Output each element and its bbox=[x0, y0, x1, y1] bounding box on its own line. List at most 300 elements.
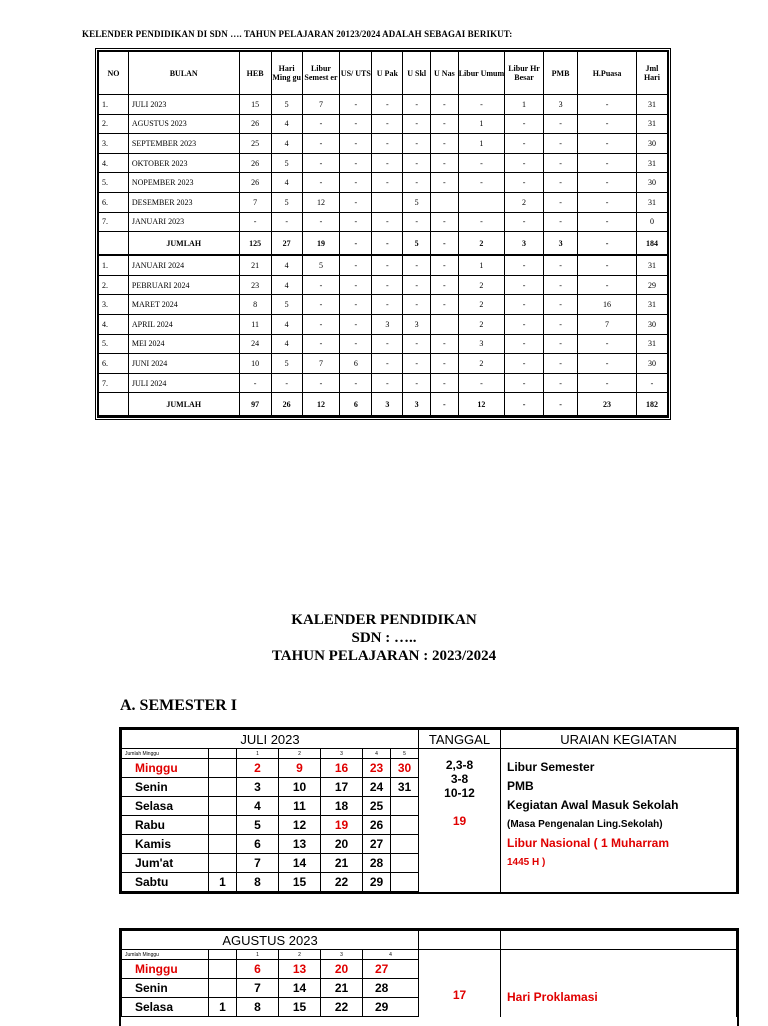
table-cell: - bbox=[431, 255, 459, 275]
table-cell: 3. bbox=[99, 295, 129, 315]
event-description: (Masa Pengenalan Ling.Sekolah) bbox=[507, 819, 663, 830]
date-cell: 7 bbox=[237, 854, 279, 873]
table-cell: 1 bbox=[505, 95, 544, 115]
date-cell: 19 bbox=[321, 816, 363, 835]
table-cell: 7. bbox=[99, 212, 129, 232]
table-cell: 6 bbox=[340, 393, 372, 417]
date-cell bbox=[209, 778, 237, 797]
table-cell: - bbox=[302, 334, 340, 354]
table-cell: - bbox=[340, 255, 372, 275]
table-cell bbox=[458, 192, 504, 212]
table-cell: - bbox=[543, 393, 577, 417]
date-cell bbox=[209, 759, 237, 778]
date-cell: 5 bbox=[237, 816, 279, 835]
table-cell: - bbox=[403, 173, 431, 193]
table-cell: 31 bbox=[636, 295, 667, 315]
table-cell: - bbox=[431, 153, 459, 173]
table-cell: - bbox=[340, 153, 372, 173]
day-name: Sabtu bbox=[122, 873, 209, 892]
day-name: Kamis bbox=[122, 835, 209, 854]
table-cell: - bbox=[403, 255, 431, 275]
table-cell: JULI 2024 bbox=[128, 373, 239, 393]
table-cell: 23 bbox=[578, 393, 637, 417]
table-cell: - bbox=[372, 232, 403, 256]
table-cell: 3 bbox=[543, 232, 577, 256]
table-cell: JUMLAH bbox=[128, 232, 239, 256]
table-cell: JANUARI 2024 bbox=[128, 255, 239, 275]
table-cell: 5. bbox=[99, 334, 129, 354]
event-date: 10-12 bbox=[444, 786, 475, 800]
table-cell: 4 bbox=[271, 334, 302, 354]
date-cell: 29 bbox=[363, 998, 419, 1017]
table-cell: 15 bbox=[239, 95, 271, 115]
date-cell: 26 bbox=[363, 816, 391, 835]
table-cell: 12 bbox=[302, 393, 340, 417]
tanggal-header bbox=[419, 931, 501, 950]
event-date: 3-8 bbox=[450, 772, 469, 786]
table-cell: - bbox=[372, 275, 403, 295]
date-cell bbox=[391, 797, 419, 816]
table-cell: 7 bbox=[302, 95, 340, 115]
table-cell: - bbox=[543, 334, 577, 354]
table-cell: 2 bbox=[458, 314, 504, 334]
date-cell bbox=[391, 854, 419, 873]
table-cell: 31 bbox=[636, 153, 667, 173]
table-cell: 10 bbox=[239, 354, 271, 374]
table-cell: - bbox=[578, 173, 637, 193]
table-cell: - bbox=[505, 373, 544, 393]
table-cell: 26 bbox=[239, 153, 271, 173]
table-cell: 5 bbox=[271, 295, 302, 315]
table-cell: - bbox=[403, 354, 431, 374]
table-cell: - bbox=[431, 114, 459, 134]
date-cell: 1 bbox=[209, 998, 237, 1017]
table-cell: OKTOBER 2023 bbox=[128, 153, 239, 173]
month-label: AGUSTUS 2023 bbox=[122, 931, 419, 950]
week-number: 4 bbox=[363, 950, 419, 960]
table-cell: - bbox=[271, 373, 302, 393]
table-cell: 3 bbox=[543, 95, 577, 115]
date-cell: 28 bbox=[363, 979, 419, 998]
summary-header-cell: U Nas bbox=[431, 52, 459, 95]
table-cell: - bbox=[302, 134, 340, 154]
table-cell: SEPTEMBER 2023 bbox=[128, 134, 239, 154]
table-cell: AGUSTUS 2023 bbox=[128, 114, 239, 134]
table-cell: - bbox=[543, 373, 577, 393]
date-cell: 8 bbox=[237, 873, 279, 892]
table-cell: - bbox=[431, 95, 459, 115]
table-cell: 2. bbox=[99, 114, 129, 134]
week-number: 2 bbox=[279, 749, 321, 759]
summary-header-cell: Libur Hr Besar bbox=[505, 52, 544, 95]
table-cell: 182 bbox=[636, 393, 667, 417]
table-cell: 4. bbox=[99, 314, 129, 334]
date-cell: 27 bbox=[363, 835, 391, 854]
jumlah-minggu-label: Jumlah Minggu bbox=[122, 749, 209, 759]
summary-table bbox=[95, 48, 671, 420]
table-cell: - bbox=[505, 114, 544, 134]
table-cell: - bbox=[578, 212, 637, 232]
table-cell: 4 bbox=[271, 314, 302, 334]
table-cell: 5 bbox=[302, 255, 340, 275]
table-cell: - bbox=[403, 212, 431, 232]
table-cell: - bbox=[302, 153, 340, 173]
table-cell: - bbox=[302, 173, 340, 193]
table-cell: - bbox=[505, 393, 544, 417]
summary-header-cell: U Pak bbox=[372, 52, 403, 95]
date-cell: 16 bbox=[321, 759, 363, 778]
table-cell: 5 bbox=[271, 95, 302, 115]
july-calendar bbox=[119, 727, 739, 894]
table-cell: - bbox=[543, 314, 577, 334]
table-cell bbox=[99, 393, 129, 417]
table-cell: 2. bbox=[99, 275, 129, 295]
table-cell: 3 bbox=[458, 334, 504, 354]
table-cell: - bbox=[543, 153, 577, 173]
table-cell: - bbox=[431, 212, 459, 232]
table-cell: - bbox=[271, 212, 302, 232]
table-cell: 4 bbox=[271, 275, 302, 295]
table-cell: - bbox=[543, 134, 577, 154]
date-cell: 21 bbox=[321, 854, 363, 873]
table-cell: - bbox=[543, 275, 577, 295]
table-cell: 29 bbox=[636, 275, 667, 295]
table-cell: - bbox=[340, 192, 372, 212]
table-cell: 1 bbox=[458, 134, 504, 154]
date-cell: 1 bbox=[209, 873, 237, 892]
week-number: 1 bbox=[237, 749, 279, 759]
week-number: 3 bbox=[321, 950, 363, 960]
table-cell: - bbox=[340, 134, 372, 154]
summary-total-row bbox=[99, 393, 668, 417]
table-cell: 5 bbox=[403, 232, 431, 256]
table-row bbox=[99, 334, 668, 354]
event-description: PMB bbox=[507, 779, 534, 793]
tanggal-header: TANGGAL bbox=[419, 730, 501, 749]
summary-header-cell: PMB bbox=[543, 52, 577, 95]
table-cell: - bbox=[543, 173, 577, 193]
summary-header-cell: Hari Ming gu bbox=[271, 52, 302, 95]
date-cell: 23 bbox=[363, 759, 391, 778]
date-cell: 6 bbox=[237, 960, 279, 979]
table-cell: - bbox=[340, 232, 372, 256]
table-cell: MEI 2024 bbox=[128, 334, 239, 354]
summary-header-cell: US/ UTS bbox=[340, 52, 372, 95]
table-cell: 6. bbox=[99, 192, 129, 212]
table-cell: 6. bbox=[99, 354, 129, 374]
table-cell: JUMLAH bbox=[128, 393, 239, 417]
table-cell: - bbox=[543, 295, 577, 315]
table-cell: - bbox=[403, 95, 431, 115]
week-number: 5 bbox=[391, 749, 419, 759]
day-name: Minggu bbox=[122, 759, 209, 778]
table-cell: - bbox=[578, 275, 637, 295]
date-cell: 17 bbox=[321, 778, 363, 797]
table-row bbox=[99, 314, 668, 334]
table-cell: 1. bbox=[99, 255, 129, 275]
event-description: Hari Proklamasi bbox=[507, 990, 598, 1004]
table-cell: - bbox=[372, 334, 403, 354]
table-cell: - bbox=[505, 255, 544, 275]
table-cell: 7 bbox=[239, 192, 271, 212]
table-cell: - bbox=[578, 255, 637, 275]
date-cell: 30 bbox=[391, 759, 419, 778]
event-date bbox=[419, 800, 500, 814]
date-cell bbox=[209, 854, 237, 873]
table-row bbox=[99, 275, 668, 295]
summary-header-cell: Libur Semest er bbox=[302, 52, 340, 95]
table-cell: - bbox=[458, 212, 504, 232]
date-cell: 14 bbox=[279, 854, 321, 873]
table-cell: 4 bbox=[271, 255, 302, 275]
table-cell: 5. bbox=[99, 173, 129, 193]
table-cell: - bbox=[543, 114, 577, 134]
day-name: Selasa bbox=[122, 797, 209, 816]
uraian-column bbox=[501, 749, 737, 892]
table-cell: - bbox=[543, 192, 577, 212]
date-cell: 20 bbox=[321, 960, 363, 979]
table-cell: - bbox=[578, 232, 637, 256]
table-row bbox=[99, 212, 668, 232]
table-row bbox=[99, 173, 668, 193]
table-cell: 2 bbox=[458, 295, 504, 315]
table-row bbox=[99, 134, 668, 154]
summary-header-cell: NO bbox=[99, 52, 129, 95]
table-cell: 5 bbox=[271, 153, 302, 173]
week-number-row bbox=[122, 749, 737, 759]
table-cell: 26 bbox=[271, 393, 302, 417]
table-cell: - bbox=[372, 295, 403, 315]
table-cell: DESEMBER 2023 bbox=[128, 192, 239, 212]
date-cell bbox=[209, 979, 237, 998]
table-cell: 27 bbox=[271, 232, 302, 256]
table-cell: - bbox=[505, 134, 544, 154]
summary-header-cell: U Skl bbox=[403, 52, 431, 95]
table-cell: - bbox=[302, 295, 340, 315]
table-cell: APRIL 2024 bbox=[128, 314, 239, 334]
uraian-header: URAIAN KEGIATAN bbox=[501, 730, 737, 749]
event-date bbox=[419, 828, 500, 842]
table-cell: - bbox=[372, 212, 403, 232]
date-cell: 4 bbox=[237, 797, 279, 816]
table-cell: 31 bbox=[636, 192, 667, 212]
event-date: 2,3-8 bbox=[445, 758, 474, 772]
week-number-row bbox=[122, 950, 737, 960]
summary-header-cell: Libur Umum bbox=[458, 52, 504, 95]
table-cell: - bbox=[372, 173, 403, 193]
table-cell: - bbox=[431, 373, 459, 393]
table-cell: 2 bbox=[458, 232, 504, 256]
date-cell: 29 bbox=[363, 873, 391, 892]
date-cell: 18 bbox=[321, 797, 363, 816]
day-name: Senin bbox=[122, 778, 209, 797]
table-cell: 31 bbox=[636, 95, 667, 115]
date-cell: 21 bbox=[321, 979, 363, 998]
table-cell: 3 bbox=[403, 393, 431, 417]
table-cell: - bbox=[239, 212, 271, 232]
table-cell: JUNI 2024 bbox=[128, 354, 239, 374]
table-cell: - bbox=[431, 334, 459, 354]
table-cell: 7 bbox=[578, 314, 637, 334]
date-cell: 13 bbox=[279, 835, 321, 854]
week-number: 1 bbox=[237, 950, 279, 960]
table-cell: - bbox=[578, 153, 637, 173]
table-cell: - bbox=[458, 173, 504, 193]
table-cell: - bbox=[340, 212, 372, 232]
date-cell: 10 bbox=[279, 778, 321, 797]
table-cell: 3 bbox=[505, 232, 544, 256]
table-cell: - bbox=[302, 275, 340, 295]
table-cell: - bbox=[543, 255, 577, 275]
table-cell: - bbox=[505, 334, 544, 354]
table-cell: - bbox=[403, 153, 431, 173]
table-cell: - bbox=[431, 354, 459, 374]
calendar-title-line1: KALENDER PENDIDIKAN bbox=[291, 612, 477, 628]
table-cell: - bbox=[340, 314, 372, 334]
week-cell bbox=[209, 749, 237, 759]
table-cell: - bbox=[302, 212, 340, 232]
date-cell bbox=[391, 873, 419, 892]
table-row bbox=[99, 373, 668, 393]
table-cell: 5 bbox=[271, 354, 302, 374]
table-cell: 31 bbox=[636, 334, 667, 354]
table-row bbox=[99, 95, 668, 115]
table-cell: - bbox=[505, 275, 544, 295]
table-cell: 30 bbox=[636, 314, 667, 334]
date-cell: 3 bbox=[237, 778, 279, 797]
table-cell: 3. bbox=[99, 134, 129, 154]
date-cell: 31 bbox=[391, 778, 419, 797]
date-cell: 12 bbox=[279, 816, 321, 835]
table-cell: - bbox=[578, 373, 637, 393]
table-cell: - bbox=[578, 354, 637, 374]
table-row bbox=[99, 295, 668, 315]
date-cell: 11 bbox=[279, 797, 321, 816]
day-name: Minggu bbox=[122, 960, 209, 979]
table-cell: 3 bbox=[372, 314, 403, 334]
table-cell: 1 bbox=[458, 255, 504, 275]
table-cell bbox=[431, 314, 459, 334]
table-cell: 8 bbox=[239, 295, 271, 315]
table-cell: - bbox=[372, 354, 403, 374]
table-cell: - bbox=[431, 295, 459, 315]
table-cell: - bbox=[636, 373, 667, 393]
date-cell: 22 bbox=[321, 873, 363, 892]
summary-header-cell: HEB bbox=[239, 52, 271, 95]
table-cell: - bbox=[403, 114, 431, 134]
table-cell: - bbox=[340, 334, 372, 354]
date-cell: 27 bbox=[363, 960, 419, 979]
table-row bbox=[99, 153, 668, 173]
table-cell: - bbox=[340, 373, 372, 393]
table-cell: 4 bbox=[271, 134, 302, 154]
calendar-header-row bbox=[122, 730, 737, 749]
day-name: Jum'at bbox=[122, 854, 209, 873]
table-cell: - bbox=[372, 95, 403, 115]
table-cell: - bbox=[431, 134, 459, 154]
date-cell: 14 bbox=[279, 979, 321, 998]
table-cell: 25 bbox=[239, 134, 271, 154]
table-cell: PEBRUARI 2024 bbox=[128, 275, 239, 295]
table-cell: 184 bbox=[636, 232, 667, 256]
table-cell: 97 bbox=[239, 393, 271, 417]
table-cell: 0 bbox=[636, 212, 667, 232]
table-cell: - bbox=[458, 373, 504, 393]
table-row bbox=[99, 354, 668, 374]
date-cell bbox=[209, 797, 237, 816]
table-cell: 4 bbox=[271, 173, 302, 193]
jumlah-minggu-label: Jumlah Minggu bbox=[122, 950, 209, 960]
table-cell: 2 bbox=[458, 354, 504, 374]
table-cell: - bbox=[431, 173, 459, 193]
date-cell: 6 bbox=[237, 835, 279, 854]
tanggal-column bbox=[419, 950, 501, 1017]
table-cell: - bbox=[543, 212, 577, 232]
table-cell: 1. bbox=[99, 95, 129, 115]
table-cell: - bbox=[578, 334, 637, 354]
table-cell: - bbox=[505, 354, 544, 374]
calendar-header-row bbox=[122, 931, 737, 950]
table-cell: - bbox=[543, 354, 577, 374]
date-cell bbox=[209, 816, 237, 835]
date-cell: 7 bbox=[237, 979, 279, 998]
table-cell: - bbox=[372, 134, 403, 154]
week-number: 3 bbox=[321, 749, 363, 759]
table-cell: JULI 2023 bbox=[128, 95, 239, 115]
table-cell: - bbox=[403, 295, 431, 315]
table-cell: 3 bbox=[403, 314, 431, 334]
month-label: JULI 2023 bbox=[122, 730, 419, 749]
table-cell: JANUARI 2023 bbox=[128, 212, 239, 232]
august-calendar bbox=[119, 928, 739, 1026]
table-cell: - bbox=[340, 95, 372, 115]
table-cell: - bbox=[578, 134, 637, 154]
table-cell: 30 bbox=[636, 134, 667, 154]
date-cell: 13 bbox=[279, 960, 321, 979]
date-cell bbox=[391, 835, 419, 854]
table-cell: - bbox=[372, 153, 403, 173]
table-cell: - bbox=[505, 173, 544, 193]
table-cell: 23 bbox=[239, 275, 271, 295]
table-cell: 3 bbox=[372, 393, 403, 417]
table-cell: 26 bbox=[239, 173, 271, 193]
table-cell: MARET 2024 bbox=[128, 295, 239, 315]
day-name: Rabu bbox=[122, 816, 209, 835]
table-cell: - bbox=[578, 114, 637, 134]
table-cell bbox=[431, 192, 459, 212]
table-cell: 125 bbox=[239, 232, 271, 256]
table-cell: 5 bbox=[403, 192, 431, 212]
table-cell: - bbox=[403, 275, 431, 295]
table-cell: 21 bbox=[239, 255, 271, 275]
table-cell: 12 bbox=[458, 393, 504, 417]
table-cell: - bbox=[239, 373, 271, 393]
table-cell: - bbox=[505, 314, 544, 334]
table-cell: - bbox=[340, 173, 372, 193]
table-cell bbox=[99, 232, 129, 256]
table-cell: - bbox=[431, 232, 459, 256]
table-cell: - bbox=[302, 373, 340, 393]
table-cell: 12 bbox=[302, 192, 340, 212]
summary-header-row bbox=[99, 52, 668, 95]
date-cell: 28 bbox=[363, 854, 391, 873]
table-cell: 6 bbox=[340, 354, 372, 374]
table-cell: 7 bbox=[302, 354, 340, 374]
table-cell: 1 bbox=[458, 114, 504, 134]
table-row bbox=[99, 192, 668, 212]
table-cell: - bbox=[431, 275, 459, 295]
date-cell: 22 bbox=[321, 998, 363, 1017]
